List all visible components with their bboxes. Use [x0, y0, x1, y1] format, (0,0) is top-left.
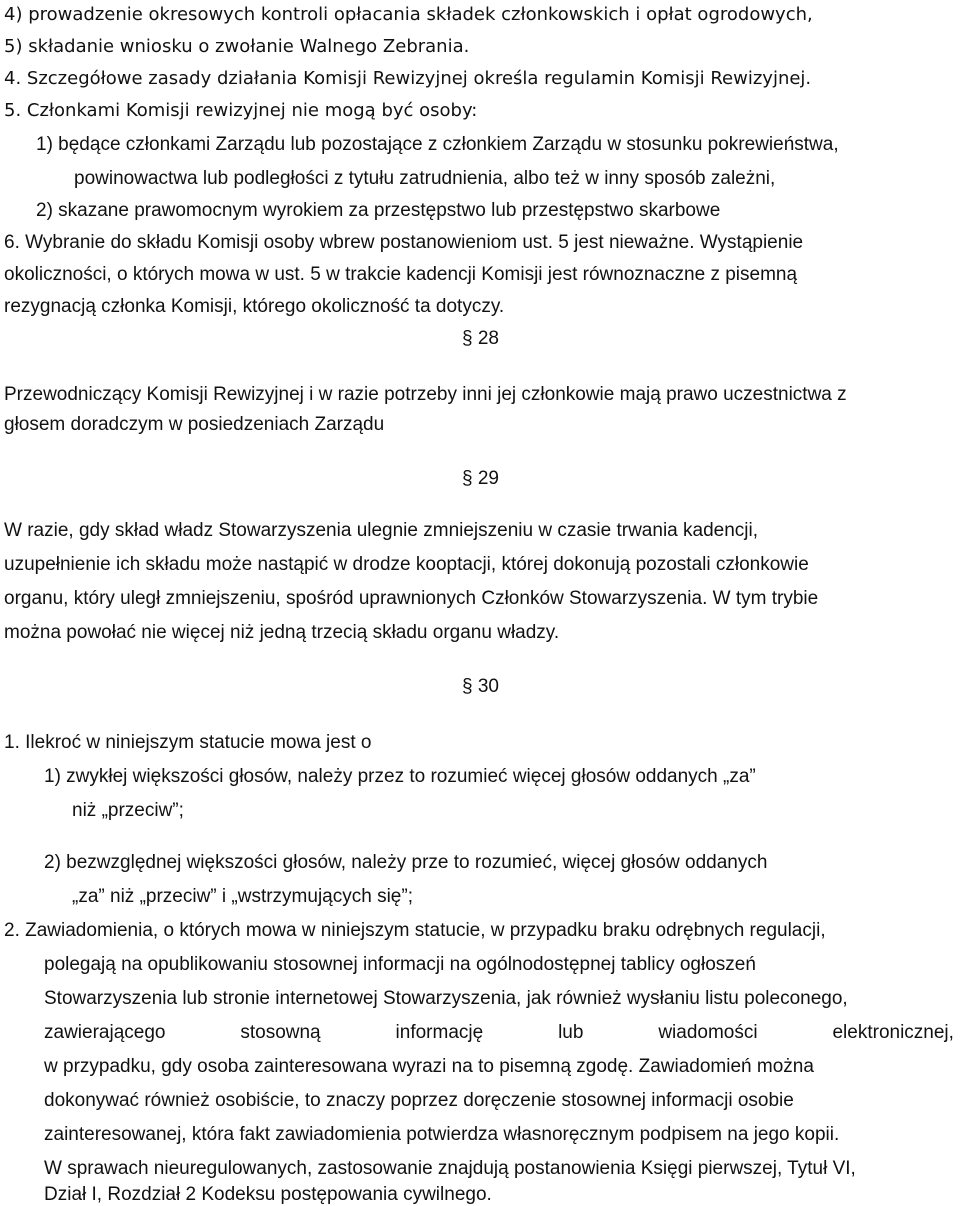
- section-30-sub1-line1: 1) zwykłej większości głosów, należy przez to rozumieć więcej głosów oddanych „za”: [44, 766, 756, 787]
- section-28-line2: głosem doradczym w posiedzeniach Zarządu: [4, 414, 385, 435]
- section-30-sub2-line2: „za” niż „przeciw” i „wstrzymujących się”;: [72, 886, 413, 907]
- section-30-item1-lead: 1. Ilekroć w niniejszym statucie mowa jest o: [4, 732, 372, 753]
- list-item-5: 5) składanie wniosku o zwołanie Walnego Zebrania.: [4, 36, 470, 57]
- section-29-line2: uzupełnienie ich składu może nastąpić w drodze kooptacji, której dokonują pozostali członkowie: [4, 554, 809, 575]
- section-30-item2-line2: polegają na opublikowaniu stosownej informacji na ogólnodostępnej tablicy ogłoszeń: [44, 954, 756, 975]
- section-29-line4: można powołać nie więcej niż jedną trzecią składu organu władzy.: [4, 622, 560, 643]
- paragraph-5-sub2: 2) skazane prawomocnym wyrokiem za przestępstwo lub przestępstwo skarbowe: [36, 200, 721, 221]
- word: lub: [558, 1022, 584, 1043]
- paragraph-5-sub1-line1: 1) będące członkami Zarządu lub pozostające z członkiem Zarządu w stosunku pokrewieństwa,: [36, 134, 839, 155]
- paragraph-4: 4. Szczegółowe zasady działania Komisji Rewizyjnej określa regulamin Komisji Rewizyjnej.: [4, 68, 812, 89]
- section-30-item2-line1: 2. Zawiadomienia, o których mowa w niniejszym statucie, w przypadku braku odrębnych regulacji,: [4, 920, 826, 941]
- word: wiadomości: [658, 1022, 758, 1043]
- paragraph-6-line2: okoliczności, o których mowa w ust. 5 w trakcie kadencji Komisji jest równoznaczne z pisemną: [4, 264, 798, 285]
- section-30-item2-line4: [44, 1022, 954, 1044]
- section-28-line1: Przewodniczący Komisji Rewizyjnej i w razie potrzeby inni jej członkowie mają prawo uczestnictwa z: [4, 384, 847, 405]
- word: elektronicznej,: [832, 1022, 954, 1043]
- section-30-item2-line8: W sprawach nieuregulowanych, zastosowanie znajdują postanowienia Księgi pierwszej, Tytuł VI,: [44, 1158, 856, 1179]
- section-30-item2-line5: w przypadku, gdy osoba zainteresowana wyrazi na to pisemną zgodę. Zawiadomień można: [44, 1056, 814, 1077]
- section-30-item2-line3: Stowarzyszenia lub stronie internetowej Stowarzyszenia, jak również wysłaniu listu poleconego,: [44, 988, 848, 1009]
- paragraph-5-sub1-line2: powinowactwa lub podległości z tytułu zatrudnienia, albo też w inny sposób zależni,: [74, 168, 776, 189]
- section-30-sub1-line2: niż „przeciw”;: [72, 800, 184, 821]
- word: zawierającego: [44, 1022, 166, 1043]
- word: stosowną: [240, 1022, 321, 1043]
- section-30-heading: § 30: [462, 676, 499, 697]
- word: informację: [395, 1022, 484, 1043]
- section-30-item2-line7: zainteresowanej, która fakt zawiadomienia potwierdza własnoręcznym podpisem na jego kopii.: [44, 1124, 840, 1145]
- section-30-sub2-line1: 2) bezwzględnej większości głosów, należy prze to rozumieć, więcej głosów oddanych: [44, 852, 768, 873]
- section-29-line1: W razie, gdy skład władz Stowarzyszenia ulegnie zmniejszeniu w czasie trwania kadencji,: [4, 520, 758, 541]
- paragraph-5-lead: 5. Członkami Komisji rewizyjnej nie mogą być osoby:: [4, 100, 478, 121]
- paragraph-6-line3: rezygnacją członka Komisji, którego okoliczność ta dotyczy.: [4, 296, 505, 317]
- paragraph-6-line1: 6. Wybranie do składu Komisji osoby wbrew postanowieniom ust. 5 jest nieważne. Wystąpienie: [4, 232, 804, 253]
- section-29-line3: organu, który uległ zmniejszeniu, spośród uprawnionych Członków Stowarzyszenia. W tym trybie: [4, 588, 819, 609]
- section-30-item2-line9: Dział I, Rozdział 2 Kodeksu postępowania cywilnego.: [44, 1184, 492, 1205]
- section-28-heading: § 28: [462, 328, 499, 349]
- section-29-heading: § 29: [462, 468, 499, 489]
- list-item-4: 4) prowadzenie okresowych kontroli opłacania składek członkowskich i opłat ogrodowych,: [4, 4, 813, 25]
- section-30-item2-line6: dokonywać również osobiście, to znaczy poprzez doręczenie stosownej informacji osobie: [44, 1090, 794, 1111]
